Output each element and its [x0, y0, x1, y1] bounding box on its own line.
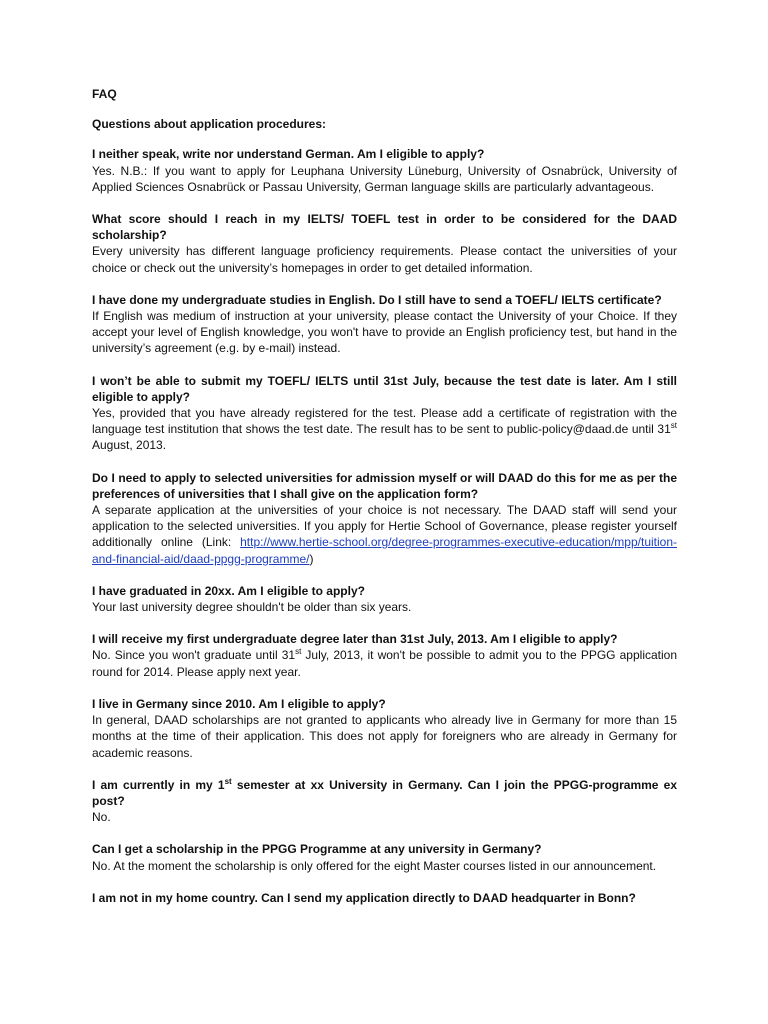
- faq-question: I am not in my home country. Can I send my application directly to DAAD headquarter in Bonn?: [92, 890, 636, 905]
- faq-answer: Every university has different language proficiency requirements. Please contact the universities of your choice or check out the university’s homepages in order to get detailed information.: [92, 244, 677, 275]
- faq-answer: Your last university degree shouldn't be older than six years.: [92, 600, 412, 615]
- page-title: FAQ: [92, 87, 117, 101]
- faq-question: Do I need to apply to selected universities for admission myself or will DAAD do this for me as per the preferences of universities that I shall give on the application form?: [92, 470, 677, 501]
- ordinal-suffix: st: [295, 647, 302, 657]
- answer-text: August, 2013.: [92, 438, 167, 453]
- faq-item: [92, 841, 677, 873]
- faq-item: [92, 211, 677, 276]
- faq-answer: No.: [92, 810, 111, 825]
- faq-item: [92, 470, 677, 567]
- faq-answer: If English was medium of instruction at your university, please contact the University of your Choice. If they accept your level of English knowledge, you won't have to provide an English proficiency test, but hand in the university’s agreement (e.g. by e-mail) instead.: [92, 309, 677, 356]
- faq-item: [92, 890, 677, 906]
- faq-item: [92, 777, 677, 826]
- answer-text: July, 2013, it won't be possible to admit you to the PPGG application round for 2014. Please apply next year.: [92, 648, 678, 679]
- faq-answer: No. At the moment the scholarship is only offered for the eight Master courses listed in our announcement.: [92, 858, 657, 873]
- section-heading: Questions about application procedures:: [92, 117, 327, 132]
- faq-answer: Yes. N.B.: If you want to apply for Leuphana University Lüneburg, University of Osnabrück, University of Applied Sciences Osnabrück or Passau University, German language skills are particularly advantageous.: [92, 163, 677, 194]
- faq-answer: [92, 647, 677, 679]
- answer-text: No. Since you won't graduate until 31: [92, 648, 296, 663]
- faq-item: [92, 631, 677, 680]
- hertie-application-link[interactable]: http://www.hertie-school.org/degree-programmes-executive-education/mpp/tuition-and-financial-aid/daad-ppgg-programme/: [92, 535, 677, 566]
- faq-item: [92, 583, 677, 615]
- faq-question: I will receive my first undergraduate degree later than 31st July, 2013. Am I eligible to apply?: [92, 632, 618, 647]
- question-text: semester at xx University in Germany. Can I join the PPGG-programme ex post?: [92, 777, 677, 808]
- faq-question: I have graduated in 20xx. Am I eligible to apply?: [92, 583, 365, 598]
- faq-question: I neither speak, write nor understand German. Am I eligible to apply?: [92, 147, 485, 162]
- faq-item: [92, 292, 677, 357]
- faq-answer: [92, 405, 677, 454]
- faq-question: I have done my undergraduate studies in English. Do I still have to send a TOEFL/ IELTS certificate?: [92, 292, 662, 307]
- faq-question: Can I get a scholarship in the PPGG Programme at any university in Germany?: [92, 842, 542, 857]
- faq-item: [92, 146, 677, 195]
- question-text: I am currently in my 1: [92, 777, 225, 792]
- answer-text: A separate application at the universities of your choice is not necessary. The DAAD staff will send your application to the selected universities. If you apply for Hertie School of Governance, please register yourself additionally online (Link:: [92, 503, 677, 550]
- ordinal-suffix: st: [224, 776, 232, 786]
- document-page: [92, 86, 677, 906]
- faq-answer: [92, 502, 677, 567]
- ordinal-suffix: st: [670, 421, 677, 431]
- faq-question: What score should I reach in my IELTS/ TOEFL test in order to be considered for the DAAD scholarship?: [92, 212, 677, 243]
- faq-item: [92, 696, 677, 761]
- faq-item: [92, 373, 677, 454]
- faq-question: I won’t be able to submit my TOEFL/ IELTS until 31st July, because the test date is later. Am I still eligible to apply?: [92, 373, 677, 404]
- faq-question: I live in Germany since 2010. Am I eligible to apply?: [92, 696, 386, 711]
- answer-text: ): [309, 551, 314, 566]
- faq-answer: In general, DAAD scholarships are not granted to applicants who already live in Germany for more than 15 months at the time of their application. This does not apply for foreigners who are already in Germany for academic reasons.: [92, 713, 677, 760]
- faq-question: [92, 777, 677, 809]
- answer-text: Yes, provided that you have already registered for the test. Please add a certificate of registration with the language test institution that shows the test date. The result has to be sent to public-policy@daad.de until 31: [92, 406, 677, 437]
